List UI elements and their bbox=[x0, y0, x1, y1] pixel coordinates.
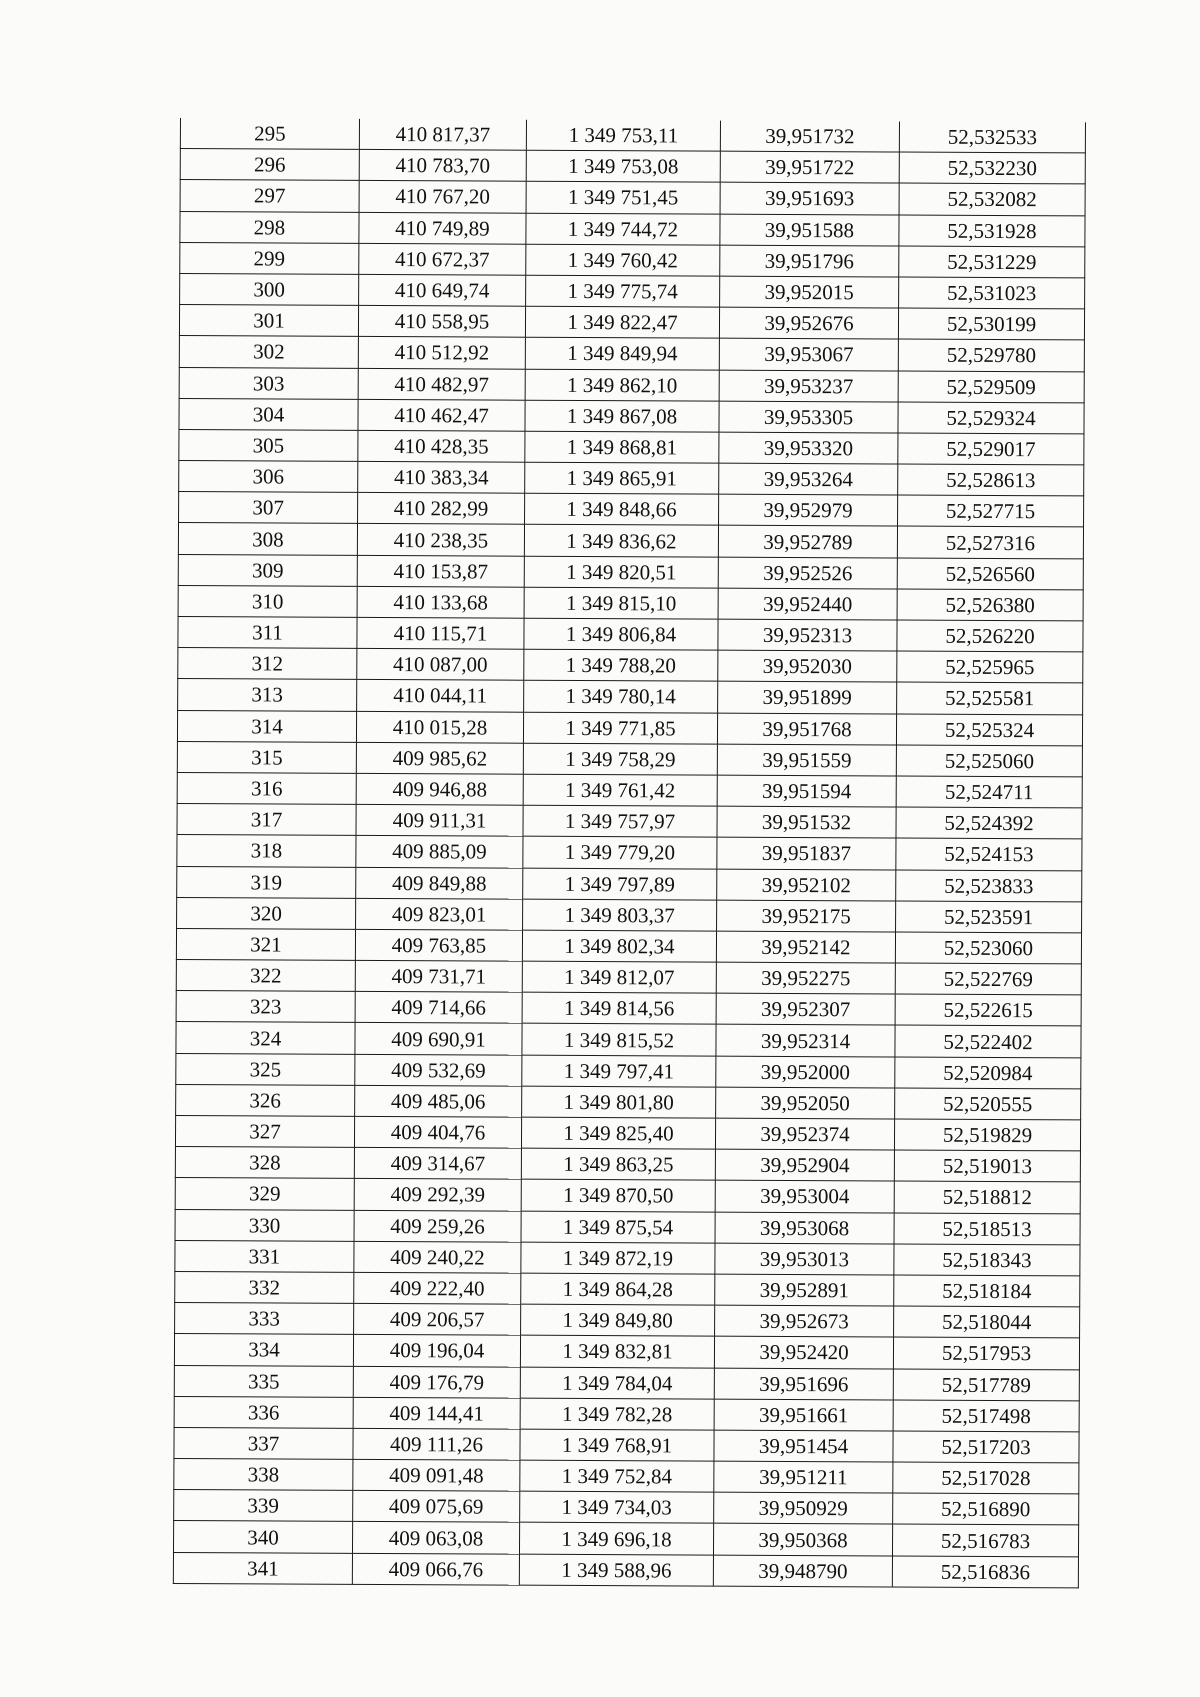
table-row bbox=[177, 804, 1082, 840]
x-coordinate-cell: 409 985,62 bbox=[356, 742, 523, 774]
point-number-cell: 312 bbox=[178, 648, 357, 680]
x-coordinate-cell: 409 404,76 bbox=[354, 1116, 521, 1148]
table-row bbox=[179, 367, 1084, 403]
y-coordinate-cell: 1 349 870,50 bbox=[521, 1180, 715, 1212]
latitude-cell: 52,525581 bbox=[897, 682, 1083, 714]
point-number-cell: 295 bbox=[180, 118, 359, 150]
table-row bbox=[175, 1115, 1080, 1151]
table-row bbox=[178, 616, 1083, 652]
point-number-cell: 336 bbox=[174, 1396, 353, 1428]
x-coordinate-cell: 410 783,70 bbox=[359, 150, 526, 182]
longitude-cell: 39,950929 bbox=[714, 1492, 893, 1524]
x-coordinate-cell: 409 063,08 bbox=[352, 1522, 519, 1554]
latitude-cell: 52,516836 bbox=[892, 1556, 1078, 1588]
latitude-cell: 52,523591 bbox=[896, 901, 1082, 933]
longitude-cell: 39,952420 bbox=[714, 1336, 893, 1368]
y-coordinate-cell: 1 349 803,37 bbox=[523, 899, 717, 931]
table-row bbox=[176, 960, 1081, 996]
longitude-cell: 39,952000 bbox=[716, 1056, 895, 1088]
x-coordinate-cell: 410 512,92 bbox=[358, 337, 525, 369]
point-number-cell: 318 bbox=[177, 835, 356, 867]
point-number-cell: 326 bbox=[176, 1084, 355, 1116]
y-coordinate-cell: 1 349 868,81 bbox=[525, 431, 719, 463]
x-coordinate-cell: 409 763,85 bbox=[355, 929, 522, 961]
point-number-cell: 313 bbox=[178, 679, 357, 711]
y-coordinate-cell: 1 349 788,20 bbox=[524, 649, 718, 681]
table-row bbox=[177, 772, 1082, 808]
longitude-cell: 39,952313 bbox=[718, 619, 897, 651]
longitude-cell: 39,952102 bbox=[717, 869, 896, 901]
x-coordinate-cell: 409 176,79 bbox=[353, 1366, 520, 1398]
y-coordinate-cell: 1 349 696,18 bbox=[519, 1523, 713, 1555]
x-coordinate-cell: 409 206,57 bbox=[354, 1303, 521, 1335]
point-number-cell: 314 bbox=[177, 710, 356, 742]
latitude-cell: 52,518343 bbox=[894, 1244, 1080, 1276]
x-coordinate-cell: 410 115,71 bbox=[357, 617, 524, 649]
y-coordinate-cell: 1 349 822,47 bbox=[525, 306, 719, 338]
table-row bbox=[174, 1459, 1079, 1495]
y-coordinate-cell: 1 349 864,28 bbox=[521, 1273, 715, 1305]
table-row bbox=[176, 928, 1081, 964]
x-coordinate-cell: 409 532,69 bbox=[355, 1054, 522, 1086]
table-row bbox=[180, 273, 1085, 309]
table-row bbox=[178, 679, 1083, 715]
longitude-cell: 39,951661 bbox=[714, 1399, 893, 1431]
table-row bbox=[180, 180, 1085, 216]
point-number-cell: 309 bbox=[178, 554, 357, 586]
point-number-cell: 341 bbox=[173, 1552, 352, 1584]
table-row bbox=[175, 1303, 1080, 1339]
point-number-cell: 323 bbox=[176, 991, 355, 1023]
x-coordinate-cell: 410 015,28 bbox=[356, 711, 523, 743]
point-number-cell: 317 bbox=[177, 804, 356, 836]
y-coordinate-cell: 1 349 734,03 bbox=[520, 1491, 714, 1523]
x-coordinate-cell: 409 849,88 bbox=[356, 867, 523, 899]
x-coordinate-cell: 409 111,26 bbox=[353, 1428, 520, 1460]
point-number-cell: 299 bbox=[180, 242, 359, 274]
y-coordinate-cell: 1 349 779,20 bbox=[523, 836, 717, 868]
latitude-cell: 52,523060 bbox=[895, 932, 1081, 964]
point-number-cell: 334 bbox=[174, 1334, 353, 1366]
point-number-cell: 307 bbox=[179, 492, 358, 524]
y-coordinate-cell: 1 349 760,42 bbox=[526, 244, 720, 276]
latitude-cell: 52,523833 bbox=[896, 870, 1082, 902]
latitude-cell: 52,516890 bbox=[893, 1493, 1079, 1525]
latitude-cell: 52,517028 bbox=[893, 1462, 1079, 1494]
longitude-cell: 39,951559 bbox=[717, 744, 896, 776]
x-coordinate-cell: 409 196,04 bbox=[353, 1335, 520, 1367]
table-row bbox=[180, 242, 1085, 278]
longitude-cell: 39,951594 bbox=[717, 775, 896, 807]
point-number-cell: 297 bbox=[180, 180, 359, 212]
point-number-cell: 335 bbox=[174, 1365, 353, 1397]
point-number-cell: 332 bbox=[175, 1271, 354, 1303]
latitude-cell: 52,525965 bbox=[897, 651, 1083, 683]
table-row bbox=[177, 835, 1082, 871]
latitude-cell: 52,531229 bbox=[899, 246, 1085, 278]
table-row bbox=[176, 1022, 1081, 1058]
point-number-cell: 319 bbox=[177, 866, 356, 898]
latitude-cell: 52,527316 bbox=[897, 526, 1083, 558]
table-row bbox=[178, 554, 1083, 590]
x-coordinate-cell: 410 817,37 bbox=[359, 119, 526, 151]
table-row bbox=[176, 991, 1081, 1027]
x-coordinate-cell: 410 153,87 bbox=[357, 555, 524, 587]
latitude-cell: 52,520984 bbox=[895, 1057, 1081, 1089]
latitude-cell: 52,518513 bbox=[894, 1213, 1080, 1245]
table-row bbox=[174, 1427, 1079, 1463]
point-number-cell: 316 bbox=[177, 772, 356, 804]
x-coordinate-cell: 410 383,34 bbox=[358, 461, 525, 493]
y-coordinate-cell: 1 349 588,96 bbox=[519, 1554, 713, 1586]
x-coordinate-cell: 409 690,91 bbox=[355, 1023, 522, 1055]
longitude-cell: 39,951454 bbox=[714, 1430, 893, 1462]
table-row bbox=[174, 1396, 1079, 1432]
longitude-cell: 39,951532 bbox=[717, 806, 896, 838]
x-coordinate-cell: 409 946,88 bbox=[356, 773, 523, 805]
y-coordinate-cell: 1 349 867,08 bbox=[525, 400, 719, 432]
point-number-cell: 331 bbox=[175, 1240, 354, 1272]
latitude-cell: 52,518044 bbox=[894, 1306, 1080, 1338]
latitude-cell: 52,522615 bbox=[895, 994, 1081, 1026]
latitude-cell: 52,519013 bbox=[894, 1150, 1080, 1182]
point-number-cell: 339 bbox=[174, 1490, 353, 1522]
y-coordinate-cell: 1 349 849,94 bbox=[525, 338, 719, 370]
longitude-cell: 39,950368 bbox=[713, 1524, 892, 1556]
table-row bbox=[174, 1334, 1079, 1370]
y-coordinate-cell: 1 349 752,84 bbox=[520, 1460, 714, 1492]
point-number-cell: 311 bbox=[178, 616, 357, 648]
coordinates-table-body bbox=[173, 118, 1085, 1588]
point-number-cell: 315 bbox=[177, 741, 356, 773]
y-coordinate-cell: 1 349 820,51 bbox=[524, 556, 718, 588]
y-coordinate-cell: 1 349 784,04 bbox=[520, 1367, 714, 1399]
point-number-cell: 329 bbox=[175, 1178, 354, 1210]
x-coordinate-cell: 409 823,01 bbox=[356, 898, 523, 930]
point-number-cell: 325 bbox=[176, 1053, 355, 1085]
x-coordinate-cell: 409 091,48 bbox=[353, 1459, 520, 1491]
y-coordinate-cell: 1 349 806,84 bbox=[524, 618, 718, 650]
latitude-cell: 52,525324 bbox=[896, 714, 1082, 746]
latitude-cell: 52,526380 bbox=[897, 589, 1083, 621]
point-number-cell: 306 bbox=[179, 461, 358, 493]
y-coordinate-cell: 1 349 775,74 bbox=[526, 275, 720, 307]
x-coordinate-cell: 410 558,95 bbox=[358, 305, 525, 337]
y-coordinate-cell: 1 349 751,45 bbox=[526, 182, 720, 214]
table-row bbox=[177, 710, 1082, 746]
latitude-cell: 52,531928 bbox=[899, 215, 1085, 247]
longitude-cell: 39,952275 bbox=[716, 962, 895, 994]
x-coordinate-cell: 409 714,66 bbox=[355, 992, 522, 1024]
y-coordinate-cell: 1 349 832,81 bbox=[520, 1335, 714, 1367]
latitude-cell: 52,529324 bbox=[898, 402, 1084, 434]
table-row bbox=[175, 1271, 1080, 1307]
y-coordinate-cell: 1 349 753,08 bbox=[526, 150, 720, 182]
table-row bbox=[175, 1178, 1080, 1214]
point-number-cell: 301 bbox=[179, 305, 358, 337]
x-coordinate-cell: 410 044,11 bbox=[357, 680, 524, 712]
table-row bbox=[179, 461, 1084, 497]
table-row bbox=[179, 492, 1084, 528]
y-coordinate-cell: 1 349 862,10 bbox=[525, 369, 719, 401]
latitude-cell: 52,517953 bbox=[893, 1337, 1079, 1369]
table-row bbox=[175, 1209, 1080, 1245]
y-coordinate-cell: 1 349 802,34 bbox=[522, 930, 716, 962]
latitude-cell: 52,524392 bbox=[896, 807, 1082, 839]
latitude-cell: 52,522402 bbox=[895, 1025, 1081, 1057]
y-coordinate-cell: 1 349 782,28 bbox=[520, 1398, 714, 1430]
latitude-cell: 52,518812 bbox=[894, 1181, 1080, 1213]
longitude-cell: 39,952789 bbox=[718, 526, 897, 558]
x-coordinate-cell: 409 066,76 bbox=[352, 1553, 519, 1585]
point-number-cell: 327 bbox=[175, 1115, 354, 1147]
longitude-cell: 39,952440 bbox=[718, 588, 897, 620]
point-number-cell: 303 bbox=[179, 367, 358, 399]
latitude-cell: 52,518184 bbox=[894, 1275, 1080, 1307]
table-row bbox=[179, 336, 1084, 372]
longitude-cell: 39,952673 bbox=[715, 1305, 894, 1337]
y-coordinate-cell: 1 349 848,66 bbox=[525, 493, 719, 525]
x-coordinate-cell: 410 672,37 bbox=[359, 243, 526, 275]
longitude-cell: 39,952891 bbox=[715, 1274, 894, 1306]
latitude-cell: 52,526560 bbox=[897, 558, 1083, 590]
coordinates-table bbox=[173, 118, 1086, 1588]
latitude-cell: 52,532533 bbox=[899, 122, 1085, 154]
table-row bbox=[177, 866, 1082, 902]
latitude-cell: 52,516783 bbox=[892, 1524, 1078, 1556]
latitude-cell: 52,519829 bbox=[894, 1119, 1080, 1151]
longitude-cell: 39,953320 bbox=[719, 432, 898, 464]
latitude-cell: 52,525060 bbox=[896, 745, 1082, 777]
y-coordinate-cell: 1 349 780,14 bbox=[524, 681, 718, 713]
latitude-cell: 52,529509 bbox=[898, 371, 1084, 403]
longitude-cell: 39,951732 bbox=[720, 121, 899, 153]
y-coordinate-cell: 1 349 797,89 bbox=[523, 868, 717, 900]
x-coordinate-cell: 410 767,20 bbox=[359, 181, 526, 213]
y-coordinate-cell: 1 349 771,85 bbox=[523, 712, 717, 744]
latitude-cell: 52,527715 bbox=[898, 495, 1084, 527]
table-row bbox=[179, 398, 1084, 434]
table-row bbox=[179, 305, 1084, 341]
x-coordinate-cell: 410 133,68 bbox=[357, 586, 524, 618]
longitude-cell: 39,951588 bbox=[720, 214, 899, 246]
latitude-cell: 52,517789 bbox=[893, 1369, 1079, 1401]
longitude-cell: 39,953305 bbox=[719, 401, 898, 433]
table-row bbox=[179, 429, 1084, 465]
point-number-cell: 320 bbox=[177, 897, 356, 929]
y-coordinate-cell: 1 349 815,52 bbox=[522, 1024, 716, 1056]
y-coordinate-cell: 1 349 744,72 bbox=[526, 213, 720, 245]
longitude-cell: 39,951722 bbox=[720, 151, 899, 183]
longitude-cell: 39,952374 bbox=[715, 1118, 894, 1150]
latitude-cell: 52,524711 bbox=[896, 776, 1082, 808]
y-coordinate-cell: 1 349 875,54 bbox=[521, 1211, 715, 1243]
point-number-cell: 305 bbox=[179, 429, 358, 461]
longitude-cell: 39,951211 bbox=[714, 1461, 893, 1493]
x-coordinate-cell: 409 259,26 bbox=[354, 1210, 521, 1242]
table-row bbox=[178, 523, 1083, 559]
longitude-cell: 39,952175 bbox=[717, 900, 896, 932]
latitude-cell: 52,532230 bbox=[899, 152, 1085, 184]
latitude-cell: 52,526220 bbox=[897, 620, 1083, 652]
point-number-cell: 308 bbox=[178, 523, 357, 555]
coordinates-table-wrapper bbox=[173, 118, 1080, 1588]
point-number-cell: 338 bbox=[174, 1459, 353, 1491]
longitude-cell: 39,953237 bbox=[719, 370, 898, 402]
longitude-cell: 39,951693 bbox=[720, 183, 899, 215]
longitude-cell: 39,952904 bbox=[715, 1149, 894, 1181]
longitude-cell: 39,952676 bbox=[719, 307, 898, 339]
table-row bbox=[173, 1521, 1078, 1557]
point-number-cell: 300 bbox=[180, 273, 359, 305]
x-coordinate-cell: 410 462,47 bbox=[358, 399, 525, 431]
table-row bbox=[173, 1552, 1078, 1588]
y-coordinate-cell: 1 349 814,56 bbox=[522, 992, 716, 1024]
point-number-cell: 304 bbox=[179, 398, 358, 430]
x-coordinate-cell: 409 731,71 bbox=[355, 960, 522, 992]
point-number-cell: 328 bbox=[175, 1147, 354, 1179]
point-number-cell: 302 bbox=[179, 336, 358, 368]
y-coordinate-cell: 1 349 801,80 bbox=[522, 1086, 716, 1118]
longitude-cell: 39,951796 bbox=[720, 245, 899, 277]
x-coordinate-cell: 410 428,35 bbox=[358, 430, 525, 462]
longitude-cell: 39,951837 bbox=[717, 837, 896, 869]
point-number-cell: 298 bbox=[180, 211, 359, 243]
longitude-cell: 39,953013 bbox=[715, 1243, 894, 1275]
longitude-cell: 39,951696 bbox=[714, 1368, 893, 1400]
longitude-cell: 39,952307 bbox=[716, 993, 895, 1025]
table-row bbox=[176, 1084, 1081, 1120]
table-row bbox=[174, 1490, 1079, 1526]
point-number-cell: 330 bbox=[175, 1209, 354, 1241]
y-coordinate-cell: 1 349 812,07 bbox=[522, 961, 716, 993]
y-coordinate-cell: 1 349 815,10 bbox=[524, 587, 718, 619]
longitude-cell: 39,948790 bbox=[713, 1555, 892, 1587]
y-coordinate-cell: 1 349 825,40 bbox=[521, 1117, 715, 1149]
longitude-cell: 39,952015 bbox=[720, 276, 899, 308]
x-coordinate-cell: 409 240,22 bbox=[354, 1241, 521, 1273]
latitude-cell: 52,520555 bbox=[895, 1088, 1081, 1120]
y-coordinate-cell: 1 349 836,62 bbox=[524, 525, 718, 557]
table-row bbox=[176, 1053, 1081, 1089]
latitude-cell: 52,528613 bbox=[898, 464, 1084, 496]
x-coordinate-cell: 409 885,09 bbox=[356, 836, 523, 868]
table-row bbox=[178, 648, 1083, 684]
table-row bbox=[174, 1365, 1079, 1401]
x-coordinate-cell: 409 144,41 bbox=[353, 1397, 520, 1429]
x-coordinate-cell: 410 238,35 bbox=[357, 524, 524, 556]
x-coordinate-cell: 409 314,67 bbox=[354, 1148, 521, 1180]
point-number-cell: 321 bbox=[176, 928, 355, 960]
x-coordinate-cell: 409 222,40 bbox=[354, 1272, 521, 1304]
point-number-cell: 337 bbox=[174, 1427, 353, 1459]
table-row bbox=[175, 1147, 1080, 1183]
y-coordinate-cell: 1 349 863,25 bbox=[521, 1148, 715, 1180]
longitude-cell: 39,952142 bbox=[716, 931, 895, 963]
y-coordinate-cell: 1 349 768,91 bbox=[520, 1429, 714, 1461]
latitude-cell: 52,524153 bbox=[896, 838, 1082, 870]
y-coordinate-cell: 1 349 872,19 bbox=[521, 1242, 715, 1274]
x-coordinate-cell: 409 911,31 bbox=[356, 804, 523, 836]
longitude-cell: 39,953067 bbox=[719, 338, 898, 370]
longitude-cell: 39,953004 bbox=[715, 1181, 894, 1213]
y-coordinate-cell: 1 349 849,80 bbox=[521, 1304, 715, 1336]
table-row bbox=[177, 741, 1082, 777]
longitude-cell: 39,952979 bbox=[719, 494, 898, 526]
x-coordinate-cell: 410 482,97 bbox=[358, 368, 525, 400]
point-number-cell: 340 bbox=[173, 1521, 352, 1553]
longitude-cell: 39,952526 bbox=[718, 557, 897, 589]
table-row bbox=[175, 1240, 1080, 1276]
latitude-cell: 52,517203 bbox=[893, 1431, 1079, 1463]
x-coordinate-cell: 410 649,74 bbox=[359, 274, 526, 306]
point-number-cell: 324 bbox=[176, 1022, 355, 1054]
y-coordinate-cell: 1 349 758,29 bbox=[523, 743, 717, 775]
x-coordinate-cell: 409 485,06 bbox=[355, 1085, 522, 1117]
longitude-cell: 39,952314 bbox=[716, 1025, 895, 1057]
point-number-cell: 296 bbox=[180, 149, 359, 181]
table-row bbox=[180, 211, 1085, 247]
latitude-cell: 52,522769 bbox=[895, 963, 1081, 995]
point-number-cell: 322 bbox=[176, 960, 355, 992]
latitude-cell: 52,517498 bbox=[893, 1400, 1079, 1432]
longitude-cell: 39,951768 bbox=[717, 713, 896, 745]
table-row bbox=[180, 149, 1085, 185]
point-number-cell: 333 bbox=[175, 1303, 354, 1335]
y-coordinate-cell: 1 349 757,97 bbox=[523, 805, 717, 837]
longitude-cell: 39,952050 bbox=[716, 1087, 895, 1119]
y-coordinate-cell: 1 349 865,91 bbox=[525, 462, 719, 494]
latitude-cell: 52,531023 bbox=[899, 277, 1085, 309]
x-coordinate-cell: 410 087,00 bbox=[357, 649, 524, 681]
latitude-cell: 52,532082 bbox=[899, 183, 1085, 215]
x-coordinate-cell: 410 749,89 bbox=[359, 212, 526, 244]
y-coordinate-cell: 1 349 753,11 bbox=[526, 120, 720, 152]
x-coordinate-cell: 409 292,39 bbox=[354, 1179, 521, 1211]
longitude-cell: 39,953264 bbox=[719, 463, 898, 495]
table-row bbox=[180, 118, 1085, 153]
x-coordinate-cell: 409 075,69 bbox=[353, 1491, 520, 1523]
latitude-cell: 52,530199 bbox=[898, 308, 1084, 340]
latitude-cell: 52,529017 bbox=[898, 433, 1084, 465]
table-row bbox=[177, 897, 1082, 933]
y-coordinate-cell: 1 349 761,42 bbox=[523, 774, 717, 806]
x-coordinate-cell: 410 282,99 bbox=[358, 493, 525, 525]
y-coordinate-cell: 1 349 797,41 bbox=[522, 1055, 716, 1087]
longitude-cell: 39,952030 bbox=[718, 650, 897, 682]
table-row bbox=[178, 585, 1083, 621]
point-number-cell: 310 bbox=[178, 585, 357, 617]
latitude-cell: 52,529780 bbox=[898, 339, 1084, 371]
longitude-cell: 39,953068 bbox=[715, 1212, 894, 1244]
longitude-cell: 39,951899 bbox=[718, 682, 897, 714]
